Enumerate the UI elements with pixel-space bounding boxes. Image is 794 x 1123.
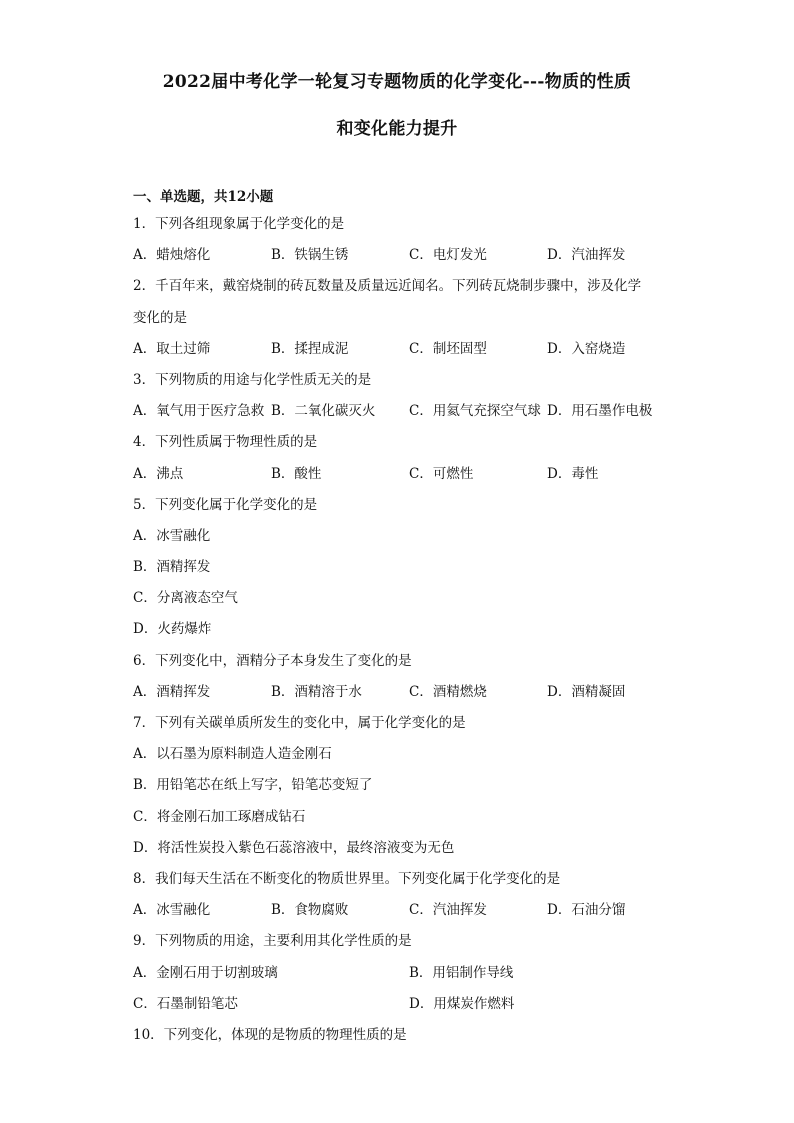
question-2-stem-cont: 变化的是 (133, 309, 187, 326)
option-b[interactable]: B．食物腐败 (271, 902, 349, 919)
option-c[interactable]: C．石墨制铅笔芯 (133, 995, 238, 1012)
option-b[interactable]: B．用铝制作导线 (409, 964, 514, 981)
option-c[interactable]: C．汽油挥发 (409, 902, 487, 919)
document-title-line-2: 和变化能力提升 (336, 119, 458, 139)
question-7-stem: 7．下列有关碳单质所发生的变化中，属于化学变化的是 (133, 715, 466, 731)
option-a[interactable]: A．沸点 (133, 465, 184, 482)
option-a[interactable]: A．以石墨为原料制造人造金刚石 (133, 746, 332, 763)
question-4-options (133, 459, 673, 490)
option-a[interactable]: A．蜡烛熔化 (133, 247, 211, 264)
question-2-stem: 2．千百年来，戴窑烧制的砖瓦数量及质量远近闻名。下列砖瓦烧制步骤中，涉及化学 (133, 278, 642, 295)
question-list (133, 185, 673, 1051)
document-title-line-1: 2022届中考化学一轮复习专题物质的化学变化---物质的性质 (162, 72, 632, 92)
option-d[interactable]: D．酒精凝固 (547, 683, 626, 700)
option-d[interactable]: D．火药爆炸 (133, 621, 212, 638)
question-4-stem: 4．下列性质属于物理性质的是 (133, 434, 318, 451)
section-heading: 一、单选题，共12小题 (133, 189, 274, 205)
option-b[interactable]: B．用铅笔芯在纸上写字，铅笔芯变短了 (133, 777, 373, 794)
option-a[interactable]: A．金刚石用于切割玻璃 (133, 964, 278, 981)
option-c[interactable]: C．制坯固型 (409, 340, 487, 357)
option-c[interactable]: C．用氦气充探空气球 (409, 403, 541, 420)
option-a[interactable]: A．酒精挥发 (133, 683, 211, 700)
option-b[interactable]: B．酒精溶于水 (271, 683, 362, 700)
option-d[interactable]: D．入窑烧造 (547, 340, 626, 357)
option-d[interactable]: D．用煤炭作燃料 (409, 995, 515, 1012)
question-6-stem: 6．下列变化中，酒精分子本身发生了变化的是 (133, 652, 412, 669)
question-9-options-row-2 (133, 989, 673, 1020)
question-3-options (133, 396, 673, 427)
option-c[interactable]: C．分离液态空气 (133, 590, 238, 607)
option-d[interactable]: D．汽油挥发 (547, 247, 626, 264)
question-1-stem: 1．下列各组现象属于化学变化的是 (133, 216, 345, 232)
question-10-stem: 10．下列变化，体现的是物质的物理性质的是 (133, 1026, 407, 1043)
option-a[interactable]: A．冰雪融化 (133, 902, 211, 919)
question-8-stem: 8．我们每天生活在不断变化的物质世界里。下列变化属于化学变化的是 (133, 870, 561, 887)
option-a[interactable]: A．取土过筛 (133, 340, 211, 357)
option-b[interactable]: B．铁锅生锈 (271, 247, 349, 264)
option-d[interactable]: D．石油分馏 (547, 902, 626, 919)
option-c[interactable]: C．酒精燃烧 (409, 683, 487, 700)
option-b[interactable]: B．酸性 (271, 465, 322, 482)
question-5-stem: 5．下列变化属于化学变化的是 (133, 496, 318, 513)
option-c[interactable]: C．电灯发光 (409, 247, 487, 264)
option-a[interactable]: A．氧气用于医疗急救 (133, 403, 265, 420)
question-1-options (133, 240, 673, 271)
option-d[interactable]: D．将活性炭投入紫色石蕊溶液中，最终溶液变为无色 (133, 839, 455, 856)
option-c[interactable]: C．将金刚石加工琢磨成钻石 (133, 808, 306, 825)
option-b[interactable]: B．二氧化碳灭火 (271, 403, 376, 420)
option-d[interactable]: D．毒性 (547, 465, 599, 482)
option-d[interactable]: D．用石墨作电极 (547, 403, 653, 420)
question-2-options (133, 334, 673, 365)
question-8-options (133, 895, 673, 926)
question-9-stem: 9．下列物质的用途，主要利用其化学性质的是 (133, 933, 412, 950)
question-6-options (133, 677, 673, 708)
option-b[interactable]: B．酒精挥发 (133, 559, 211, 576)
option-c[interactable]: C．可燃性 (409, 465, 474, 482)
option-a[interactable]: A．冰雪融化 (133, 527, 211, 544)
question-3-stem: 3．下列物质的用途与化学性质无关的是 (133, 371, 372, 388)
question-9-options-row-1 (133, 958, 673, 989)
option-b[interactable]: B．揉捏成泥 (271, 340, 349, 357)
